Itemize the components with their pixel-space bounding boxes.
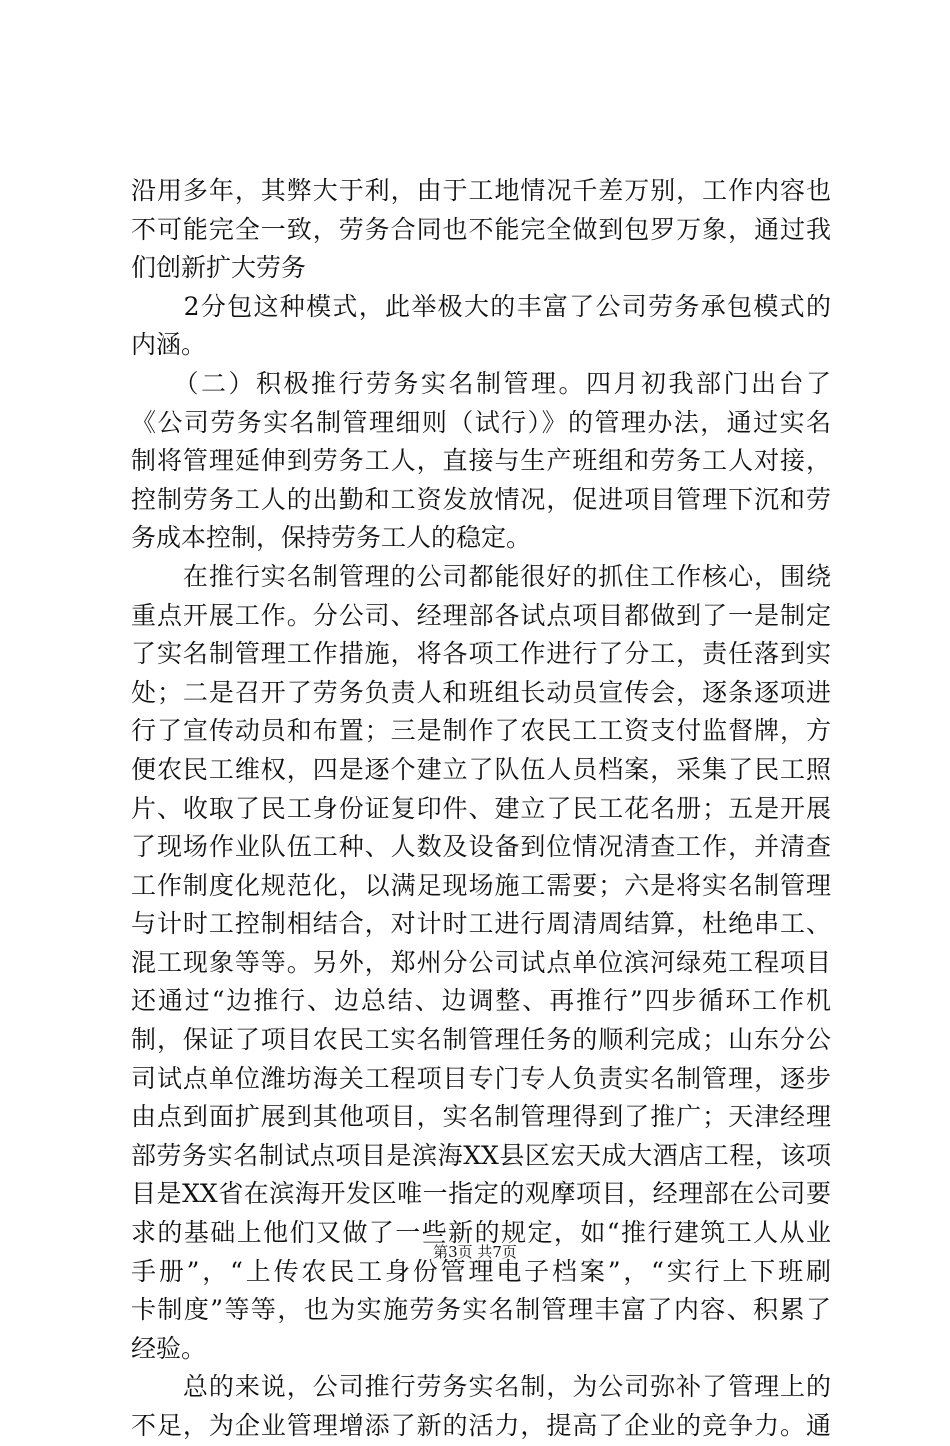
text-line: 由点到面扩展到其他项目，实名制管理得到了推广；天津经理 bbox=[131, 1102, 831, 1132]
text-line: 重点开展工作。分公司、经理部各试点项目都做到了一是制定 bbox=[131, 600, 831, 630]
text-line: 工作制度化规范化，以满足现场施工需要；六是将实名制管理 bbox=[131, 870, 831, 900]
page-number-footer: 第3页 共7页 bbox=[433, 1243, 517, 1261]
text-line: 司试点单位潍坊海关工程项目专门专人负责实名制管理，逐步 bbox=[131, 1063, 831, 1093]
text-line: 在推行实名制管理的公司都能很好的抓住工作核心，围绕 bbox=[131, 561, 831, 591]
text-line: 了现场作业队伍工种、人数及设备到位情况清查工作，并清查 bbox=[131, 832, 831, 862]
text-line: 2分包这种模式，此举极大的丰富了公司劳务承包模式的 bbox=[131, 291, 831, 321]
text-line: 总的来说，公司推行劳务实名制，为公司弥补了管理上的 bbox=[131, 1372, 831, 1402]
text-line: 目是XX省在滨海开发区唯一指定的观摩项目，经理部在公司要 bbox=[131, 1179, 831, 1209]
text-line: 制，保证了项目农民工实名制管理任务的顺利完成；山东分公 bbox=[131, 1025, 831, 1055]
text-line: 部劳务实名制试点项目是滨海XX县区宏天成大酒店工程，该项 bbox=[131, 1140, 831, 1170]
text-line: 制将管理延伸到劳务工人，直接与生产班组和劳务工人对接， bbox=[131, 446, 831, 476]
text-line: 混工现象等等。另外，郑州分公司试点单位滨河绿苑工程项目 bbox=[131, 947, 831, 977]
text-line: 不可能完全一致，劳务合同也不能完全做到包罗万象，通过我 bbox=[131, 214, 831, 244]
text-line: 们创新扩大劳务 bbox=[131, 253, 307, 283]
text-line: 与计时工控制相结合，对计时工进行周清周结算，杜绝串工、 bbox=[131, 909, 831, 939]
text-line: 内涵。 bbox=[131, 330, 207, 360]
text-line: 处；二是召开了劳务负责人和班组长动员宣传会，逐条逐项进 bbox=[131, 677, 831, 707]
text-line: 手册”，“上传农民工身份管理电子档案”，“实行上下班刷 bbox=[131, 1256, 831, 1286]
text-line: 务成本控制，保持劳务工人的稳定。 bbox=[131, 523, 532, 553]
text-line: 《公司劳务实名制管理细则（试行）》的管理办法，通过实名 bbox=[131, 407, 831, 437]
text-line: 不足，为企业管理增添了新的活力，提高了企业的竞争力。通 bbox=[131, 1411, 831, 1440]
text-line: 行了宣传动员和布置；三是制作了农民工工资支付监督牌，方 bbox=[131, 716, 831, 746]
text-line: 卡制度”等等，也为实施劳务实名制管理丰富了内容、积累了 bbox=[131, 1295, 831, 1325]
text-line: 经验。 bbox=[131, 1333, 207, 1363]
text-line: 沿用多年，其弊大于利，由于工地情况千差万别，工作内容也 bbox=[131, 176, 831, 205]
text-line: 了实名制管理工作措施，将各项工作进行了分工，责任落到实 bbox=[131, 639, 831, 669]
text-line: 便农民工维权，四是逐个建立了队伍人员档案，采集了民工照 bbox=[131, 754, 831, 784]
text-line: 控制劳务工人的出勤和工资发放情况，促进项目管理下沉和劳 bbox=[131, 484, 831, 514]
text-line: 还通过“边推行、边总结、边调整、再推行”四步循环工作机 bbox=[131, 986, 831, 1016]
text-line: （二）积极推行劳务实名制管理。四月初我部门出台了 bbox=[131, 368, 831, 398]
text-line: 片、收取了民工身份证复印件、建立了民工花名册；五是开展 bbox=[131, 793, 831, 823]
text-line: 求的基础上他们又做了一些新的规定，如“推行建筑工人从业 bbox=[131, 1218, 831, 1248]
